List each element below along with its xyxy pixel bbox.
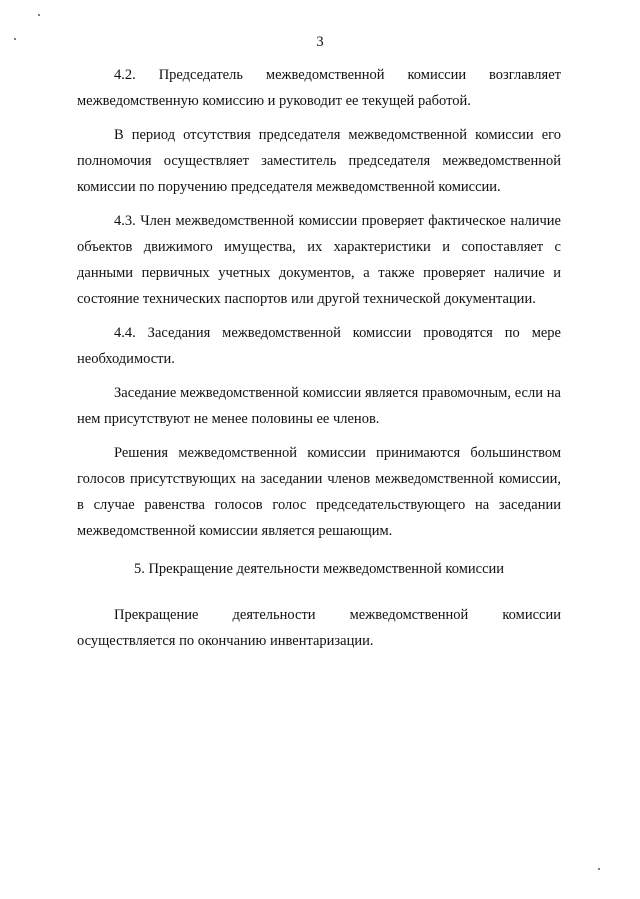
document-body (77, 62, 561, 662)
paragraph-4-3: 4.3. Член межведомственной комиссии проверяет фактическое наличие объектов движимого имущества, их характеристики и сопоставляет с данными первичных учетных документов, а также проверяет наличие и состояние технических паспортов или другой технической документации. (77, 213, 561, 307)
paragraph-4-2: 4.2. Председатель межведомственной комиссии возглавляет межведомственную комиссию и руководит ее текущей работой. (77, 67, 561, 109)
page-number: 3 (316, 34, 324, 50)
scan-speck (598, 868, 600, 870)
paragraph-4-4: 4.4. Заседания межведомственной комиссии проводятся по мере необходимости. (77, 325, 561, 367)
paragraph-4-4-decisions: Решения межведомственной комиссии принимаются большинством голосов присутствующих на заседании членов межведомственной комиссии, в случае равенства голосов голос председательствующего на заседании межведомственной комиссии является решающим. (77, 445, 561, 539)
scan-speck (14, 38, 16, 40)
paragraph-4-4-quorum: Заседание межведомственной комиссии является правомочным, если на нем присутствуют не менее половины ее членов. (77, 385, 561, 427)
section-5-heading: 5. Прекращение деятельности межведомственной комиссии (133, 561, 505, 577)
paragraph-4-2-absence: В период отсутствия председателя межведомственной комиссии его полномочия осуществляет заместитель председателя межведомственной комиссии по поручению председателя межведомственной комиссии. (77, 127, 561, 195)
paragraph-5: Прекращение деятельности межведомственной комиссии осуществляется по окончанию инвентаризации. (77, 607, 561, 649)
scan-speck (38, 14, 40, 16)
